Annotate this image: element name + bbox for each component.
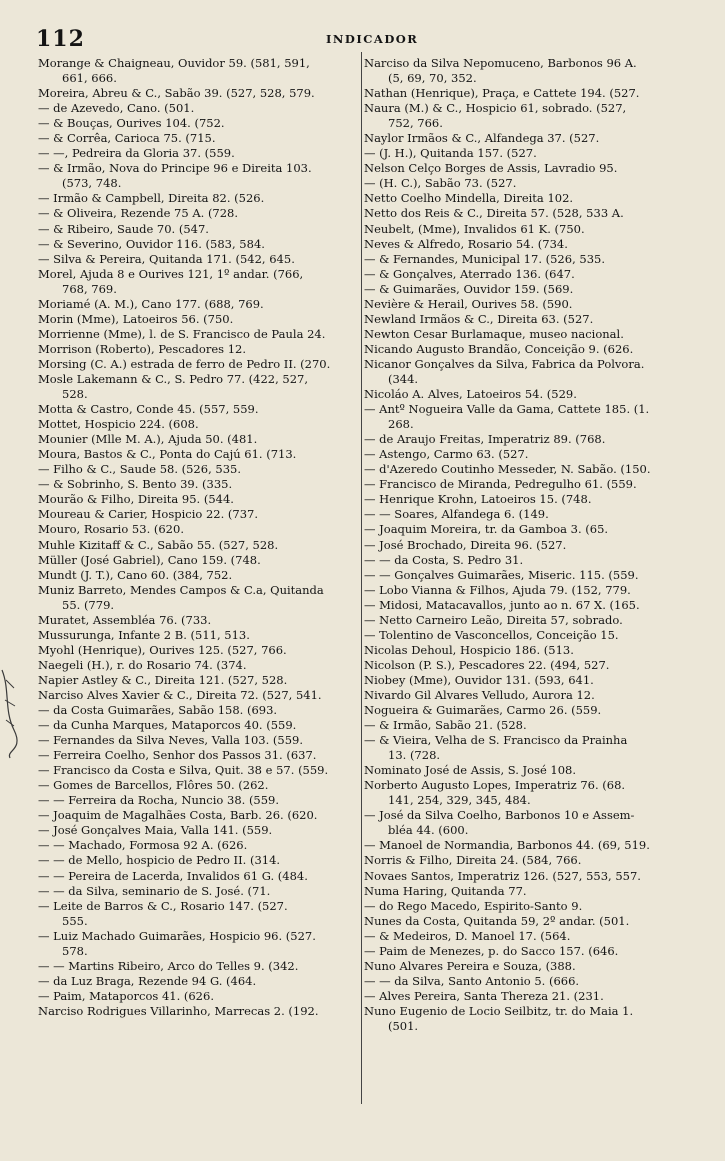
directory-entry-line: bléa 44. (600. — [388, 823, 469, 838]
directory-entry-line: 268. — [388, 417, 414, 432]
directory-entry-line: — Henrique Krohn, Latoeiros 15. (748. — [364, 492, 592, 507]
directory-entry-line: Mottet, Hospicio 224. (608. — [38, 417, 199, 432]
directory-entry-line: — Joaquim Moreira, tr. da Gamboa 3. (65. — [364, 522, 609, 537]
directory-entry-line: — Luiz Machado Guimarães, Hospicio 96. (527. — [38, 928, 316, 943]
directory-entry-line: Moreira, Abreu & C., Sabão 39. (527, 528, 579. — [38, 86, 315, 101]
directory-entry-line: Morin (Mme), Latoeiros 56. (750. — [38, 311, 234, 326]
directory-entry-line: 578. — [62, 943, 88, 958]
directory-entry-line: Niobey (Mme), Ouvidor 131. (593, 641. — [364, 672, 594, 687]
directory-entry-line: — Paim, Mataporcos 41. (626. — [38, 988, 214, 1003]
directory-entry-line: — Antº Nogueira Valle da Gama, Cattete 185. (1. — [364, 402, 650, 417]
directory-entry-line: Norris & Filho, Direita 24. (584, 766. — [364, 853, 582, 868]
directory-entry-line: — & Severino, Ouvidor 116. (583, 584. — [38, 236, 265, 251]
directory-entry-line: Motta & Castro, Conde 45. (557, 559. — [38, 402, 259, 417]
directory-entry-line: — & Corrêa, Carioca 75. (715. — [38, 131, 216, 146]
directory-entry-line: 13. (728. — [388, 748, 441, 763]
right-column — [364, 56, 694, 1034]
directory-entry-line: Narciso Alves Xavier & C., Direita 72. (527, 541. — [38, 687, 322, 702]
directory-entry-line: — da Cunha Marques, Mataporcos 40. (559. — [38, 718, 297, 733]
directory-entry-line: Naura (M.) & C., Hospicio 61, sobrado. (527, — [364, 101, 627, 116]
directory-entry-line: Muratet, Assembléa 76. (733. — [38, 612, 212, 627]
directory-entry-line: — Astengo, Carmo 63. (527. — [364, 447, 529, 462]
directory-entry-line: Narciso da Silva Nepomuceno, Barbonos 96 A. — [364, 56, 637, 70]
directory-entry-line: Napier Astley & C., Direita 121. (527, 528. — [38, 672, 288, 687]
directory-entry-line: 555. — [62, 913, 88, 928]
directory-entry-line: — — Machado, Formosa 92 A. (626. — [38, 838, 248, 853]
directory-entry-line: Myohl (Henrique), Ourives 125. (527, 766. — [38, 642, 287, 657]
page-number: 112 — [36, 26, 85, 52]
directory-entry-line: — Paim de Menezes, p. do Sacco 157. (646. — [364, 943, 619, 958]
page-header — [36, 26, 686, 52]
directory-entry-line: Numa Haring, Quitanda 77. — [364, 883, 527, 898]
directory-entry-line: Muhle Kizitaff & C., Sabão 55. (527, 528. — [38, 537, 279, 552]
directory-entry-line: — de Azevedo, Cano. (501. — [38, 101, 195, 116]
directory-entry-line: — José Gonçalves Maia, Valla 141. (559. — [38, 823, 273, 838]
directory-entry-line: — — de Mello, hospicio de Pedro II. (314. — [38, 853, 281, 868]
directory-entry-line: Newland Irmãos & C., Direita 63. (527. — [364, 311, 594, 326]
directory-entry-line: — & Vieira, Velha de S. Francisco da Prainha — [364, 733, 628, 748]
directory-entry-line: — & Guimarães, Ouvidor 159. (569. — [364, 281, 574, 296]
directory-entry-line: Nuno Eugenio de Locio Seilbitz, tr. do Maia 1. — [364, 1003, 634, 1018]
directory-entry-line: 141, 254, 329, 345, 484. — [388, 793, 531, 808]
directory-entry-line: Novaes Santos, Imperatriz 126. (527, 553, 557. — [364, 868, 641, 883]
directory-entry-line: — — da Silva, Santo Antonio 5. (666. — [364, 973, 580, 988]
column-divider — [361, 52, 362, 1104]
directory-entry-line: — & Bouças, Ourives 104. (752. — [38, 116, 225, 131]
directory-entry-line: — Francisco de Miranda, Pedregulho 61. (559. — [364, 477, 637, 492]
directory-entry-line: Neubelt, (Mme), Invalidos 61 K. (750. — [364, 221, 585, 236]
directory-entry-line: — (H. C.), Sabão 73. (527. — [364, 176, 517, 191]
directory-entry-line: 752, 766. — [388, 116, 443, 131]
directory-entry-line: — Irmão & Campbell, Direita 82. (526. — [38, 191, 265, 206]
directory-entry-line: — — Martins Ribeiro, Arco do Telles 9. (342. — [38, 958, 299, 973]
running-head: INDICADOR — [326, 32, 419, 46]
directory-entry-line: — Alves Pereira, Santa Thereza 21. (231. — [364, 988, 604, 1003]
directory-entry-line: Naylor Irmãos & C., Alfandega 37. (527. — [364, 131, 600, 146]
directory-entry-line: (573, 748. — [62, 176, 122, 191]
directory-entry-line: Nicolas Dehoul, Hospicio 186. (513. — [364, 642, 574, 657]
directory-entry-line: — José Brochado, Direita 96. (527. — [364, 537, 567, 552]
directory-entry-line: Mouro, Rosario 53. (620. — [38, 522, 184, 537]
directory-entry-line: — & Irmão, Sabão 21. (528. — [364, 718, 527, 733]
directory-entry-line: Norberto Augusto Lopes, Imperatriz 76. (68. — [364, 778, 626, 793]
directory-entry-line: — & Sobrinho, S. Bento 39. (335. — [38, 477, 233, 492]
directory-entry-line: — & Fernandes, Municipal 17. (526, 535. — [364, 251, 605, 266]
directory-entry-line: — Netto Carneiro Leão, Direita 57, sobrado. — [364, 612, 623, 627]
directory-entry-line: — Fernandes da Silva Neves, Valla 103. (559. — [38, 733, 304, 748]
directory-entry-line: — & Oliveira, Rezende 75 A. (728. — [38, 206, 239, 221]
directory-entry-line: Nuno Alvares Pereira e Souza, (388. — [364, 958, 576, 973]
directory-entry-line: — Leite de Barros & C., Rosario 147. (527. — [38, 898, 288, 913]
directory-entry-line: Mounier (Mlle M. A.), Ajuda 50. (481. — [38, 432, 258, 447]
directory-entry-line: Morsing (C. A.) estrada de ferro de Pedro II. (270. — [38, 356, 331, 371]
directory-entry-line: Neves & Alfredo, Rosario 54. (734. — [364, 236, 568, 251]
directory-entry-line: Nicoláo A. Alves, Latoeiros 54. (529. — [364, 387, 577, 402]
directory-entry-line: Nathan (Henrique), Praça, e Cattete 194. (527. — [364, 86, 640, 101]
directory-entry-line: Nicando Augusto Brandão, Conceição 9. (626. — [364, 341, 634, 356]
directory-entry-line: — Midosi, Matacavallos, junto ao n. 67 X. (165. — [364, 597, 640, 612]
directory-entry-line: Nogueira & Guimarães, Carmo 26. (559. — [364, 703, 602, 718]
directory-entry-line: 661, 666. — [62, 71, 117, 86]
directory-entry-line: Moureau & Carier, Hospicio 22. (737. — [38, 507, 259, 522]
directory-entry-line: — Manoel de Normandia, Barbonos 44. (69, 519. — [364, 838, 650, 853]
directory-entry-line: — & Medeiros, D. Manoel 17. (564. — [364, 928, 571, 943]
directory-entry-line: — de Araujo Freitas, Imperatriz 89. (768. — [364, 432, 606, 447]
directory-entry-line: (344. — [388, 371, 419, 386]
directory-entry-line: — —, Pedreira da Gloria 37. (559. — [38, 146, 235, 161]
directory-entry-line: — Filho & C., Saude 58. (526, 535. — [38, 462, 241, 477]
directory-entry-line: — da Luz Braga, Rezende 94 G. (464. — [38, 973, 257, 988]
directory-entry-line: — Francisco da Costa e Silva, Quit. 38 e 57. (559. — [38, 763, 329, 778]
directory-entry-line: Newton Cesar Burlamaque, museo nacional. — [364, 326, 624, 341]
directory-entry-line: — Gomes de Barcellos, Flôres 50. (262. — [38, 778, 269, 793]
directory-entry-line: — — Soares, Alfandega 6. (149. — [364, 507, 549, 522]
directory-entry-line: Moriamé (A. M.), Cano 177. (688, 769. — [38, 296, 264, 311]
directory-entry-line: — Ferreira Coelho, Senhor dos Passos 31. (637. — [38, 748, 317, 763]
directory-entry-line: Nicanor Gonçalves da Silva, Fabrica da Polvora. — [364, 356, 645, 371]
directory-entry-line: — Tolentino de Vasconcellos, Conceição 15. — [364, 627, 619, 642]
directory-entry-line: 55. (779. — [62, 597, 115, 612]
directory-entry-line: — — Ferreira da Rocha, Nuncio 38. (559. — [38, 793, 280, 808]
directory-entry-line: Nivardo Gil Alvares Velludo, Aurora 12. — [364, 687, 595, 702]
directory-entry-line: Müller (José Gabriel), Cano 159. (748. — [38, 552, 261, 567]
directory-entry-line: (5, 69, 70, 352. — [388, 71, 477, 86]
directory-entry-line: 528. — [62, 387, 88, 402]
directory-entry-line: — & Irmão, Nova do Principe 96 e Direita 103. — [38, 161, 312, 176]
directory-entry-line: — Lobo Vianna & Filhos, Ajuda 79. (152, 779. — [364, 582, 631, 597]
directory-entry-line: Nicolson (P. S.), Pescadores 22. (494, 527. — [364, 657, 610, 672]
directory-entry-line: Narciso Rodrigues Villarinho, Marrecas 2. (192. — [38, 1003, 319, 1018]
directory-entry-line: Netto dos Reis & C., Direita 57. (528, 533 A. — [364, 206, 624, 221]
directory-entry-line: Mourão & Filho, Direita 95. (544. — [38, 492, 234, 507]
directory-entry-line: Mundt (J. T.), Cano 60. (384, 752. — [38, 567, 233, 582]
directory-entry-line: — d'Azeredo Coutinho Messeder, N. Sabão. (150. — [364, 462, 651, 477]
directory-entry-line: — — Gonçalves Guimarães, Miseric. 115. (559. — [364, 567, 639, 582]
directory-entry-line: — — Pereira de Lacerda, Invalidos 61 G. (484. — [38, 868, 308, 883]
directory-entry-line: — — da Costa, S. Pedro 31. — [364, 552, 524, 567]
directory-entry-line: — & Gonçalves, Aterrado 136. (647. — [364, 266, 575, 281]
directory-entry-line: — (J. H.), Quitanda 157. (527. — [364, 146, 537, 161]
library-stamp-mark — [0, 660, 20, 760]
directory-entry-line: Morrison (Roberto), Pescadores 12. — [38, 341, 246, 356]
directory-entry-line: — — da Silva, seminario de S. José. (71. — [38, 883, 271, 898]
directory-entry-line: Mussurunga, Infante 2 B. (511, 513. — [38, 627, 250, 642]
directory-entry-line: Morel, Ajuda 8 e Ourives 121, 1º andar. (766, — [38, 266, 304, 281]
directory-entry-line: — Silva & Pereira, Quitanda 171. (542, 645. — [38, 251, 295, 266]
directory-entry-line: — do Rego Macedo, Espirito-Santo 9. — [364, 898, 583, 913]
directory-entry-line: Nominato José de Assis, S. José 108. — [364, 763, 577, 778]
left-column — [38, 56, 360, 1019]
directory-entry-line: Nelson Celço Borges de Assis, Lavradio 95. — [364, 161, 618, 176]
directory-entry-line: (501. — [388, 1019, 419, 1033]
directory-entry-line: — da Costa Guimarães, Sabão 158. (693. — [38, 703, 278, 718]
directory-entry-line: Mosle Lakemann & C., S. Pedro 77. (422, 527, — [38, 371, 309, 386]
directory-entry-line: Muniz Barreto, Mendes Campos & C.a, Quitanda — [38, 582, 324, 597]
directory-entry-line: — & Ribeiro, Saude 70. (547. — [38, 221, 209, 236]
directory-entry-line: Nevière & Herail, Ourives 58. (590. — [364, 296, 573, 311]
directory-entry-line: Netto Coelho Mindella, Direita 102. — [364, 191, 574, 206]
directory-entry-line: Moura, Bastos & C., Ponta do Cajú 61. (713. — [38, 447, 297, 462]
directory-entry-line: Morange & Chaigneau, Ouvidor 59. (581, 591, — [38, 56, 310, 70]
directory-entry-line: Morrienne (Mme), l. de S. Francisco de Paula 24. — [38, 326, 326, 341]
directory-entry-line: Naegeli (H.), r. do Rosario 74. (374. — [38, 657, 247, 672]
directory-entry-line: Nunes da Costa, Quitanda 59, 2º andar. (501. — [364, 913, 630, 928]
directory-entry-line: — Joaquim de Magalhães Costa, Barb. 26. (620. — [38, 808, 318, 823]
directory-entry-line: — José da Silva Coelho, Barbonos 10 e Assem- — [364, 808, 635, 823]
directory-entry-line: 768, 769. — [62, 281, 117, 296]
